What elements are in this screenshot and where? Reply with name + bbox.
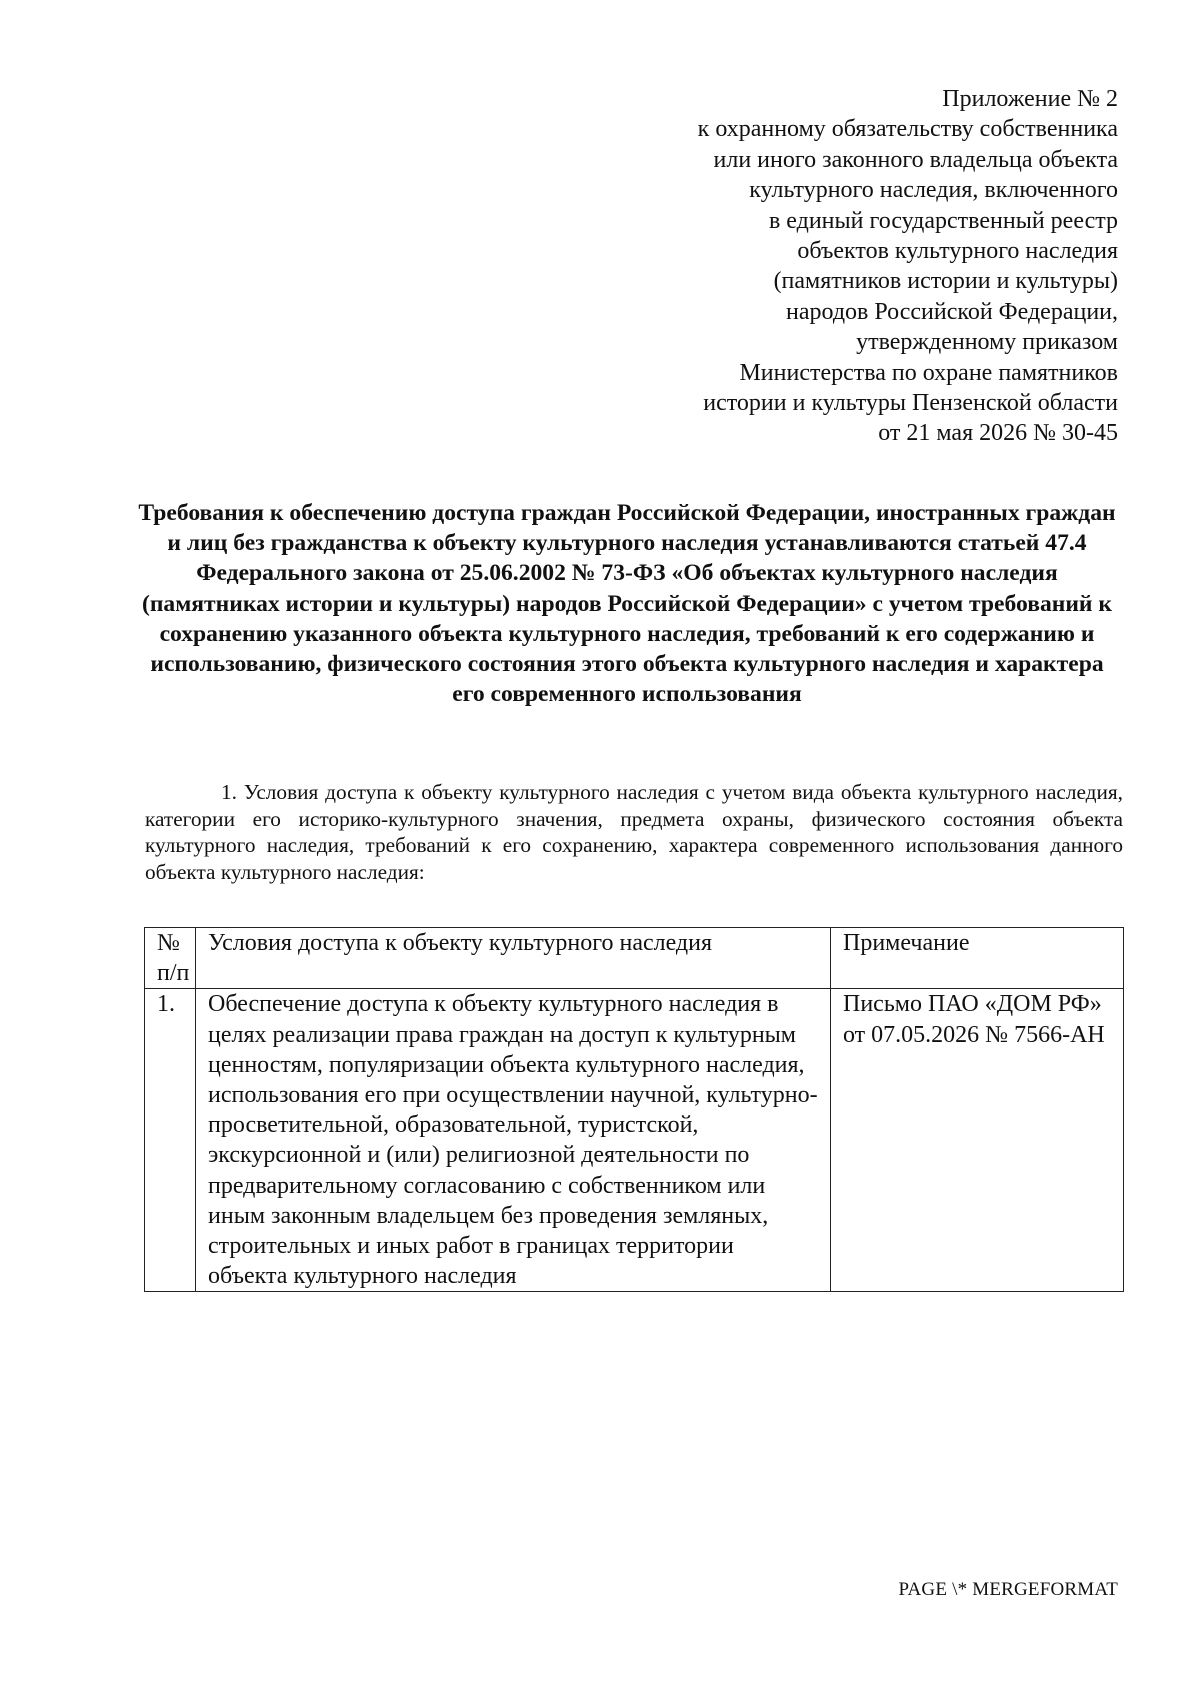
header-condition: Условия доступа к объекту культурного наследия	[196, 928, 831, 989]
appendix-line: (памятников истории и культуры)	[773, 268, 1118, 295]
appendix-line: в единый государственный реестр	[768, 207, 1118, 234]
header-number: № п/п	[145, 928, 196, 989]
appendix-line: или иного законного владельца объекта	[713, 146, 1118, 173]
access-conditions-table	[144, 927, 1124, 1292]
document-title: Требования к обеспечению доступа граждан Российской Федерации, иностранных граждан и лиц без гражданства к объекту культурного наследия устанавливаются статьей 47.4 Федерального закона от 25.06.2002 № 73-ФЗ «Об объектах культурного наследия (памятниках истории и культуры) народов Российской Федерации» с учетом требований к сохранению указанного объекта культурного наследия, требований к его содержанию и использованию, физического состояния этого объекта культурного наследия и характера его современного использования	[138, 500, 1116, 708]
intro-paragraph: 1. Условия доступа к объекту культурного наследия с учетом вида объекта культурного наследия, категории его историко-культурного значения, предмета охраны, физического состояния объекта культурного наследия, требований к его сохранению, характера современного использования данного объекта культурного наследия:	[145, 780, 1123, 884]
row-number: 1.	[145, 989, 196, 1292]
appendix-line: утвержденному приказом	[856, 329, 1118, 356]
page-footer-field: PAGE \* MERGEFORMAT	[898, 1579, 1118, 1600]
appendix-line: Министерства по охране памятников	[739, 359, 1118, 386]
row-condition: Обеспечение доступа к объекту культурного наследия в целях реализации права граждан на доступ к культурным ценностям, популяризации объекта культурного наследия, использования его при осуществлении научной, культурно-просветительной, образовательной, туристской, экскурсионной и (или) религиозной деятельности по предварительному согласованию с собственником или иным законным владельцем без проведения земляных, строительных и иных работ в границах территории объекта культурного наследия	[196, 989, 831, 1292]
appendix-line: истории и культуры Пензенской области	[703, 390, 1118, 417]
appendix-header	[558, 84, 1118, 449]
appendix-line: культурного наследия, включенного	[749, 177, 1118, 204]
appendix-line: объектов культурного наследия	[797, 238, 1118, 265]
row-note: Письмо ПАО «ДОМ РФ» от 07.05.2026 № 7566-АН	[831, 989, 1124, 1292]
appendix-line: Приложение № 2	[942, 86, 1118, 112]
header-note: Примечание	[831, 928, 1124, 989]
appendix-line: народов Российской Федерации,	[786, 298, 1118, 325]
table-header-row	[145, 928, 1124, 989]
appendix-line: к охранному обязательству собственника	[697, 116, 1118, 143]
appendix-line: от 21 мая 2026 № 30-45	[878, 420, 1118, 447]
table-row	[145, 989, 1124, 1292]
